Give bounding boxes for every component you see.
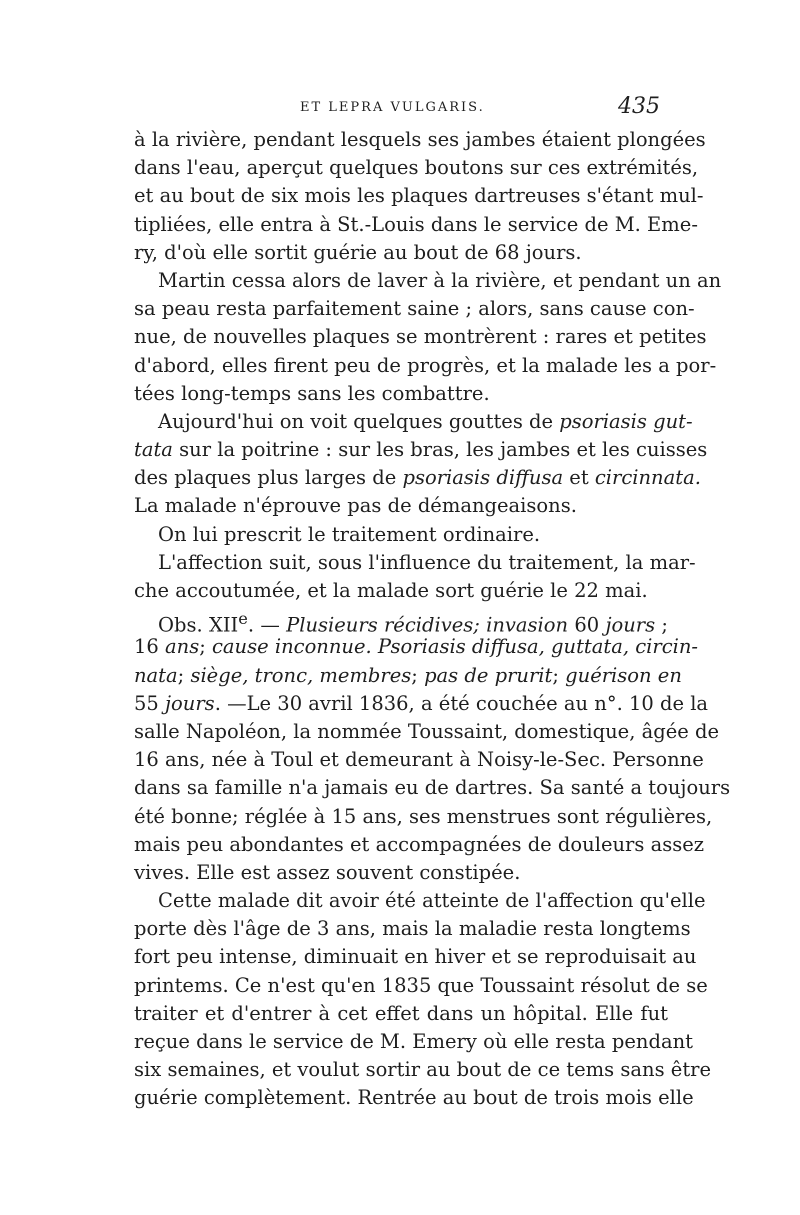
text-line: été bonne; réglée à 15 ans, ses menstrues sont régulières, bbox=[134, 804, 713, 828]
text-line: 16 ans, née à Toul et demeurant à Noisy-le-Sec. Personne bbox=[134, 748, 704, 772]
text-line: 55 jours. —Le 30 avril 1836, a été couchée au n°. 10 de la bbox=[134, 691, 709, 715]
page-number: 435 bbox=[618, 94, 660, 119]
text-line: et au bout de six mois les plaques dartreuses s'étant mul- bbox=[134, 184, 704, 208]
text-line: tipliées, elle entra à St.-Louis dans le service de M. Eme- bbox=[134, 212, 698, 236]
running-title: ET LEPRA VULGARIS. bbox=[300, 100, 485, 115]
text-line: des plaques plus larges de psoriasis diffusa et circinnata. bbox=[134, 466, 701, 490]
text-line: tata sur la poitrine : sur les bras, les jambes et les cuisses bbox=[134, 438, 708, 462]
text-line: guérie complètement. Rentrée au bout de trois mois elle bbox=[134, 1086, 694, 1110]
text-line: Martin cessa alors de laver à la rivière, et pendant un an bbox=[158, 268, 722, 292]
text-line: L'affection suit, sous l'influence du traitement, la mar- bbox=[158, 550, 696, 574]
text-line: Obs. XIIe. — Plusieurs récidives; invasion 60 jours ; bbox=[158, 609, 668, 637]
text-line: d'abord, elles firent peu de progrès, et la malade les a por- bbox=[134, 353, 717, 377]
text-line: dans sa famille n'a jamais eu de dartres. Sa santé a toujours bbox=[134, 776, 731, 800]
text-line: La malade n'éprouve pas de démangeaisons. bbox=[134, 494, 577, 518]
text-line: tées long-temps sans les combattre. bbox=[134, 381, 490, 405]
text-line: dans l'eau, aperçut quelques boutons sur ces extrémités, bbox=[134, 156, 699, 180]
text-line: à la rivière, pendant lesquels ses jambes étaient plongées bbox=[134, 128, 706, 151]
text-line: mais peu abondantes et accompagnées de douleurs assez bbox=[134, 832, 705, 856]
text-line: sa peau resta parfaitement saine ; alors, sans cause con- bbox=[134, 297, 695, 321]
text-line: fort peu intense, diminuait en hiver et se reproduisait au bbox=[134, 945, 697, 969]
text-line: printems. Ce n'est qu'en 1835 que Toussaint résolut de se bbox=[134, 973, 708, 997]
text-line: salle Napoléon, la nommée Toussaint, domestique, âgée de bbox=[134, 719, 720, 743]
body-text bbox=[134, 126, 731, 1113]
text-line: reçue dans le service de M. Emery où elle resta pendant bbox=[134, 1030, 693, 1053]
text-line: six semaines, et voulut sortir au bout de ce tems sans être bbox=[134, 1058, 712, 1082]
text-line: vives. Elle est assez souvent constipée. bbox=[134, 860, 521, 884]
text-line: ry, d'où elle sortit guérie au bout de 68 jours. bbox=[134, 240, 582, 264]
text-line: 16 ans; cause inconnue. Psoriasis diffusa, guttata, circin- bbox=[134, 635, 699, 659]
text-line: nue, de nouvelles plaques se montrèrent : rares et petites bbox=[134, 325, 707, 349]
text-line: On lui prescrit le traitement ordinaire. bbox=[158, 522, 541, 546]
text-line: Aujourd'hui on voit quelques gouttes de psoriasis gut- bbox=[158, 409, 693, 433]
text-line: che accoutumée, et la malade sort guérie le 22 mai. bbox=[134, 579, 648, 602]
text-line: Cette malade dit avoir été atteinte de l'affection qu'elle bbox=[158, 889, 706, 913]
text-line: porte dès l'âge de 3 ans, mais la maladie resta longtems bbox=[134, 917, 691, 941]
text-line: nata; siège, tronc, membres; pas de prurit; guérison en bbox=[134, 663, 682, 687]
text-line: traiter et d'entrer à cet effet dans un hôpital. Elle fut bbox=[134, 1001, 668, 1025]
